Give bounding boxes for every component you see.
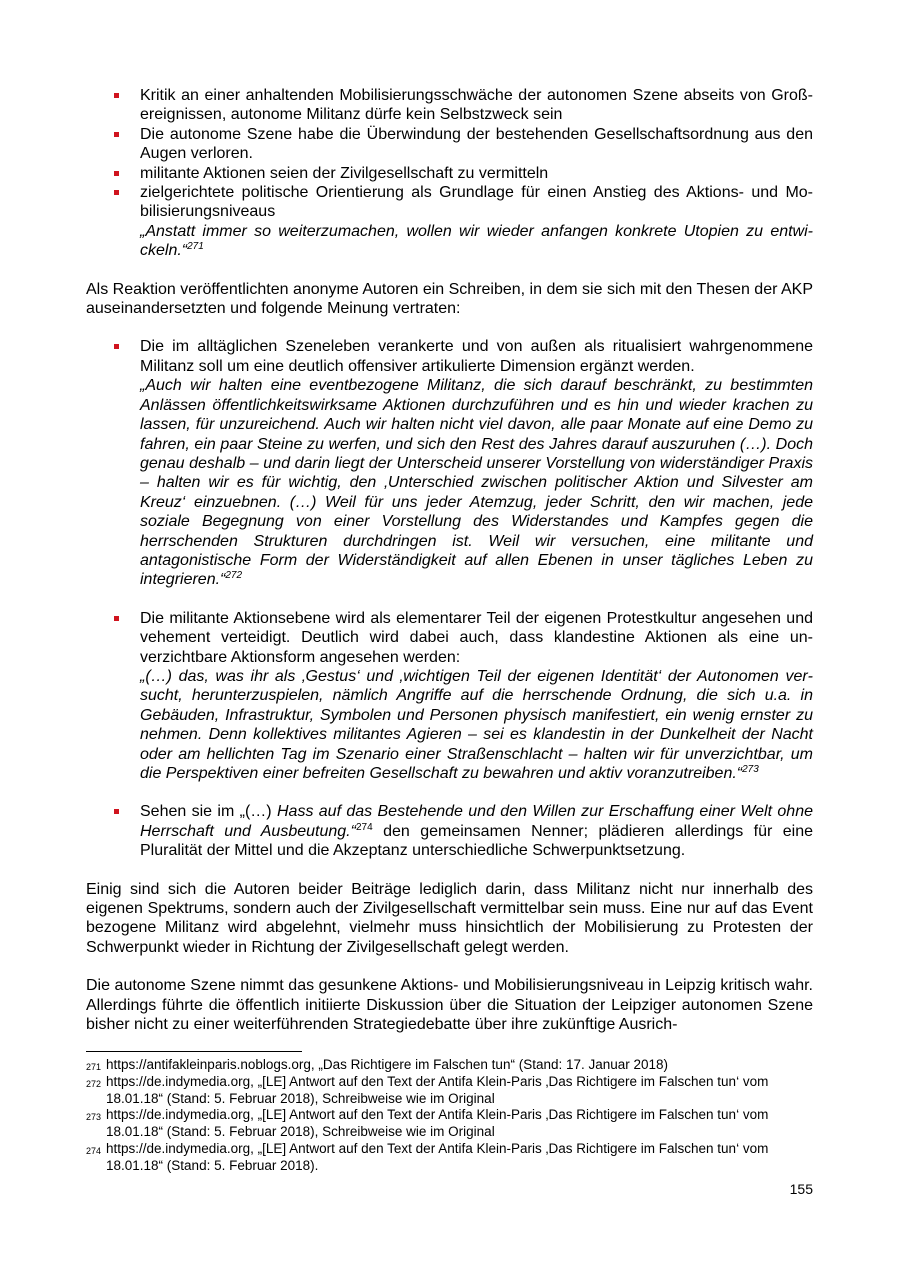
- list-item-text: militante Aktionen seien der Zivilgesellschaft zu vermitteln: [140, 164, 549, 182]
- list-item: [86, 86, 813, 125]
- footnote-number: 273: [86, 1112, 102, 1123]
- footnote-text: https://de.indymedia.org, „[LE] Antwort auf den Text der Antifa Klein-Paris ‚Das Richtigere im Falschen tun‘ vom 18.01.18“ (Stand: 5. Februar 2018).: [106, 1140, 769, 1173]
- list-item: [86, 183, 813, 261]
- list-item-text: Kritik an einer anhaltenden Mobilisierungsschwäche der autonomen Szene abseits von Großereignissen, autonome Militanz dürfe kein Selbstzweck sein: [140, 87, 813, 124]
- block-quote: [140, 667, 813, 783]
- bullet-list-reaction: [86, 337, 813, 860]
- footnote-number: 274: [86, 1145, 102, 1156]
- body-text: [86, 86, 813, 1034]
- footnote-number: 271: [86, 1062, 102, 1072]
- footnote-separator: [86, 1051, 302, 1052]
- list-item-text: Die autonome Szene habe die Überwindung der bestehenden Gesellschaftsordnung aus den Augen verloren.: [140, 125, 813, 163]
- footnote-number: 272: [86, 1078, 102, 1089]
- footnote-text: https://de.indymedia.org, „[LE] Antwort auf den Text der Antifa Klein-Paris ‚Das Richtigere im Falschen tun‘ vom 18.01.18“ (Stand: 5. Februar 2018), Schreibweise wie im Original: [106, 1073, 769, 1106]
- block-quote: [140, 222, 813, 261]
- footnote-text: https://antifakleinparis.noblogs.org, „Das Richtigere im Falschen tun“ (Stand: 17. Januar 2018): [106, 1057, 669, 1072]
- list-item-text: zielgerichtete politische Orientierung als Grundlage für einen Anstieg des Aktions- und Mobilisierungsniveaus: [140, 184, 813, 221]
- footnote: [86, 1074, 813, 1108]
- footnote-ref[interactable]: 273: [742, 764, 759, 775]
- paragraph: Als Reaktion veröffentlichten anonyme Autoren ein Schreiben, in dem sie sich mit den Thesen der AKP auseinandersetzten und folgende Meinung vertraten:: [86, 280, 813, 318]
- list-item: [86, 337, 813, 589]
- inline-quote: Hass auf das Bestehende und den Willen zur Erschaffung einer Welt ohne Herrschaft und Ausbeutung.“: [140, 803, 813, 840]
- bullet-list-akp-theses: [86, 86, 813, 261]
- list-item-text: Die militante Aktionsebene wird als elementarer Teil der eigenen Protestkultur angesehen und vehement verteidigt. Deutlich wird dabei auch, dass klandestine Aktionen als eine unverzichtbare Aktionsform angesehen werden:: [140, 609, 813, 666]
- block-quote: [140, 376, 813, 589]
- footnote-ref[interactable]: 272: [225, 570, 243, 582]
- quote-text: „(…) das, was ihr als ‚Gestus‘ und ‚wichtigen Teil der eigenen Identität‘ der Autonomen versucht, herunterzuspielen, nämlich Angriffe auf die herrschende Ordnung, die sich u.a. in Gebäuden, Infrastruktur, Symbolen und Personen physisch manifestiert, ein wenig ernster zu nehmen. Denn kollektives militantes Agieren – sei es klandestin in der Dunkelheit der Nacht oder am hellichten Tag im Szenario einer Straßenschlacht – halten wir für unverzichtbar, um die Perspektiven einer befreiten Gesellschaft zu bewahren und aktiv voranzutreiben.“: [140, 667, 813, 782]
- footnotes: [86, 1057, 813, 1175]
- list-item: [86, 125, 813, 164]
- footnote-ref[interactable]: 271: [187, 241, 204, 253]
- list-item-text: Die im alltäglichen Szeneleben verankerte und von außen als ritualisiert wahrgenommene Militanz soll um eine deutlich offensiver artikulierte Dimension ergänzt werden.: [140, 338, 813, 375]
- list-item: [86, 609, 813, 784]
- footnote: [86, 1141, 813, 1175]
- list-item: [86, 802, 813, 860]
- paragraph: Einig sind sich die Autoren beider Beiträge lediglich darin, dass Militanz nicht nur innerhalb des eigenen Spektrums, sondern auch der Zivilgesellschaft vermittelbar sein muss. Eine nur auf das Event bezogene Militanz wird abgelehnt, vielmehr muss hinsichtlich der Mobilisierung zu Protesten der Schwerpunkt wieder in Richtung der Zivilgesellschaft gelegt werden.: [86, 880, 813, 956]
- page-number: 155: [789, 1181, 813, 1197]
- footnote-text: https://de.indymedia.org, „[LE] Antwort auf den Text der Antifa Klein-Paris ‚Das Richtigere im Falschen tun‘ vom 18.01.18“ (Stand: 5. Februar 2018), Schreibweise wie im Original: [106, 1107, 769, 1140]
- quote-text: „Anstatt immer so weiterzumachen, wollen wir wieder anfangen konkrete Utopien zu entwickeln.“: [140, 222, 813, 260]
- footnote-ref[interactable]: 274: [355, 821, 373, 833]
- list-item: [86, 164, 813, 183]
- footnote: [86, 1057, 813, 1074]
- quote-text: „Auch wir halten eine eventbezogene Militanz, die sich darauf beschränkt, zu bestimmten Anlässen öffentlichkeitswirksame Aktionen durchzuführen und es hin und wieder krachen zu lassen, für unzureichend. Auch wir halten nicht viel davon, alle paar Monate auf eine Demo zu fahren, ein paar Steine zu werfen, und sich den Rest des Jahres darauf auszuruhen (…). Doch genau deshalb – und darin liegt der Unterscheid unserer Vorstellung von widerständiger Praxis – halten wir es für wichtig, den ‚Unterschied zwischen politischer Aktion und Silvester am Kreuz‘ einzuebnen. (…) Weil für uns jeder Atemzug, jeder Schritt, den wir machen, jede soziale Begegnung von einer Vorstellung des Widerstandes und Kampfes gegen die herrschenden Strukturen durchdringen ist. Weil wir versuchen, eine militante und antagonistische Form der Widerständigkeit auf allen Ebenen in unser tägliches Leben zu integrieren.“: [140, 377, 813, 589]
- list-item-text-pre: Sehen sie im „(…): [140, 803, 277, 821]
- footnote: [86, 1107, 813, 1141]
- list-item-text-post: den gemeinsamen Nenner; plädieren allerdings für eine Pluralität der Mittel und die Akzeptanz unterschiedliche Schwerpunktsetzung.: [140, 822, 814, 860]
- paragraph: Die autonome Szene nimmt das gesunkene Aktions- und Mobilisierungsniveau in Leipzig kritisch wahr. Allerdings führte die öffentlich initiierte Diskussion über die Situation der Leipziger autonomen Szene bisher nicht zu einer weiterführenden Strategiedebatte über ihre zukünftige Ausrich-: [86, 977, 813, 1034]
